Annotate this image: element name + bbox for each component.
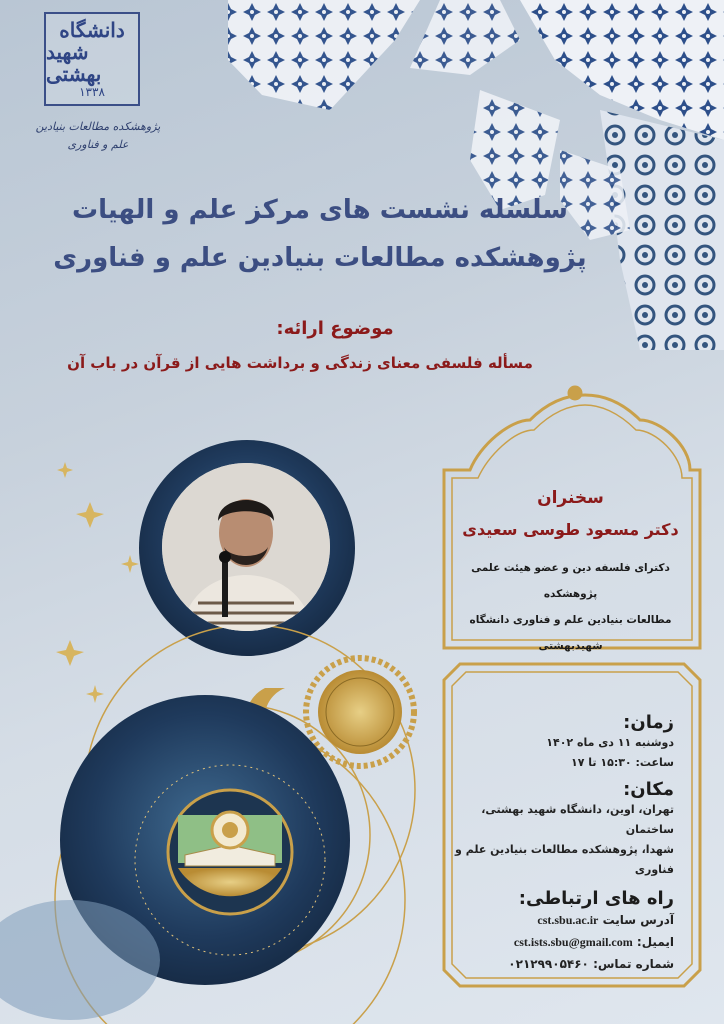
institute-title: پژوهشکده مطالعات بنیادین علم و فناوری — [53, 243, 587, 273]
logo-text-line1: دانشگاه — [59, 18, 125, 42]
contact-label: راه های ارتباطی: — [518, 888, 674, 909]
site-link[interactable]: cst.sbu.ac.ir — [537, 913, 599, 927]
email-label: ایمیل: — [636, 935, 674, 949]
speaker-section — [448, 488, 693, 659]
university-logo — [44, 12, 140, 106]
time-label: زمان: — [623, 712, 674, 733]
sparkles — [56, 462, 139, 703]
speaker-desc-line1: دکترای فلسفه دین و عضو هیئت علمی پژوهشکده — [471, 562, 670, 600]
institute-line2: علم و فناوری — [67, 138, 129, 151]
phone-number: ۰۲۱۲۹۹۰۵۴۶۰ — [508, 957, 589, 971]
place-line2: شهدا، پژوهشکده مطالعات بنیادین علم و فناوری — [455, 843, 674, 876]
site-label: آدرس سایت — [602, 913, 674, 927]
phone-label: شماره تماس: — [593, 957, 674, 971]
speaker-desc-line2: مطالعات بنیادین علم و فناوری دانشگاه شهیدبهشتی — [469, 614, 672, 652]
place-label: مکان: — [623, 779, 674, 800]
event-info — [450, 712, 674, 975]
speaker-name: دکتر مسعود طوسی سعیدی — [462, 520, 679, 539]
time-hours: ساعت: ۱۵:۳۰ تا ۱۷ — [571, 756, 674, 769]
topic-text: مسأله فلسفی معنای زندگی و برداشت هایی از قرآن در باب آن — [67, 354, 533, 372]
series-title: سلسله نشست های مرکز علم و الهیات — [72, 195, 568, 225]
time-date: دوشنبه ۱۱ دی ماه ۱۴۰۲ — [546, 736, 674, 749]
emblem — [168, 790, 292, 914]
contact-phone-row — [450, 953, 674, 975]
logo-text-line2: شهید بهشتی — [46, 40, 102, 86]
email-link[interactable]: cst.ists.sbu@gmail.com — [513, 935, 633, 949]
speaker-label: سخنران — [537, 488, 604, 508]
logo-year: ۱۳۳۸ — [79, 85, 105, 99]
gold-sun — [306, 658, 414, 766]
institute-signature — [28, 118, 168, 154]
speaker-photo — [162, 463, 330, 631]
place-line1: تهران، اوین، دانشگاه شهید بهشتی، ساختمان — [481, 803, 674, 836]
tile-star-shape — [228, 0, 724, 350]
speaker-portrait-image — [162, 463, 330, 631]
contact-email-row — [450, 931, 674, 953]
contact-site-row — [450, 909, 674, 931]
topic-label: موضوع ارائه: — [276, 318, 394, 339]
institute-line1: پژوهشکده مطالعات بنیادین — [35, 120, 161, 133]
